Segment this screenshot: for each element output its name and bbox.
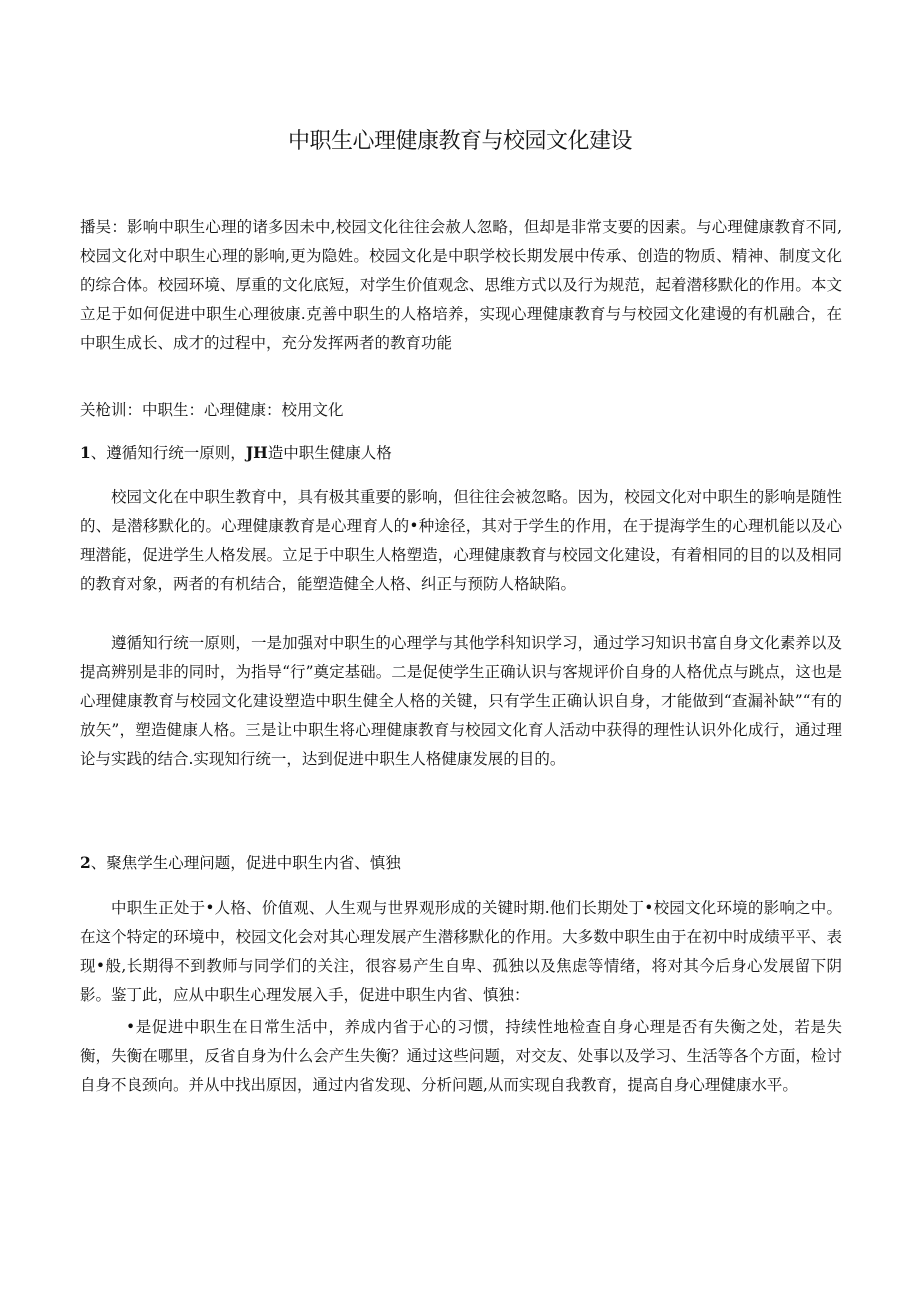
section-1-number: 1 [80, 443, 91, 462]
document-title: 中职生心理健康教育与校园文化建设 [287, 129, 632, 154]
section-2-paragraph-2: •是促进中职生在日常生活中，养成内省于心的习惯，持续性地检查自身心理是否有失衡之处，若是失衡，失衡在哪里，反省自身为什么会产生失衡？通过这些问题，对交友、处事以及学习、生活等各个方面，检讨自身不良颈向。并从中找出原因，通过内省发现、分析问题,从而实现自我教育，提高自身心理健康水平。 [80, 1018, 842, 1094]
section-2-paragraph-1: 中职生正处于•人格、价值观、人生观与世界观形成的关键时期.他们长期处丁•校园文化环境的影响之中。在这个特定的环境中，校园文化会对其心理发展产生潜移默化的作用。大多数中职生由于在初中时成绩平平、表现•般,长期得不到教师与同学们的关注，很容易产生自卑、孤独以及焦虑等情绪，将对其今后身心发展留下阴影。鉴丁此，应从中职生心理发展入手，促进中职生内省、慎独： [80, 899, 842, 1004]
section-2-heading [80, 848, 842, 878]
section-2-number: 2 [80, 853, 91, 872]
section-1-heading-tail: 造中职生健康人格 [267, 444, 392, 462]
section-2-heading-text: 、聚焦学生心理问题，促进中职生内省、慎独 [90, 854, 401, 872]
keywords-line: 关枪训：中职生：心理健康：校用文化 [80, 401, 344, 419]
section-1-heading-bold: JH [245, 443, 268, 462]
section-1-heading-text: 、遵循知行统一原则， [90, 444, 246, 462]
section-1-heading [80, 438, 842, 468]
abstract-paragraph: 播吴：影响中职生心理的诸多因未中,校园文化往往会赦人忽略，但却是非常支要的因素。与心理健康教育不同,校园文化对中职生心理的影响,更为隐姓。校园文化是中职学校长期发展中传承、创造的物质、精神、制度文化的综合体。校园环境、厚重的文化底短，对学生价值观念、思维方式以及行为规范，起着潜移默化的作用。本文立足于如何促进中职生心理彼康.克善中职生的人格培养，实现心理健康教育与与校园文化建谩的有机融合，在中职生成长、成才的过程中，充分发挥两者的教育功能 [80, 218, 842, 352]
section-1-paragraph-2: 遵循知行统一原则，一是加强对中职生的心理学与其他学科知识学习，通过学习知识书富自身文化素养以及提高辨别是非的同时，为指导“行”奠定基础。二是促使学生正确认识与客规评价自身的人格优点与跳点，这也是心理健康教育与校园文化建设塑造中职生健全人格的关键，只有学生正确认识自身，才能做到“查漏补缺”“有的放矢”，塑造健康人格。三是让中职生将心理健康教育与校园文化育人活动中获得的理性认识外化成行，通过理论与实践的结合.实现知行统一，达到促进中职生人格健康发展的目的。 [80, 634, 842, 768]
section-1-paragraph-1: 校园文化在中职生教育中，具有极其重要的影响，但往往会被忽略。因为，校园文化对中职生的影响是随性的、是潜移默化的。心理健康教育是心理育人的•种途径，其对于学生的作用，在于提海学生的心理机能以及心理潜能，促进学生人格发展。立足于中职生人格塑造，心理健康教育与校园文化建设，有着相同的目的以及相同的教育对象，两者的有机结合，能塑造健全人格、纠正与预防人格缺陷。 [80, 488, 842, 593]
